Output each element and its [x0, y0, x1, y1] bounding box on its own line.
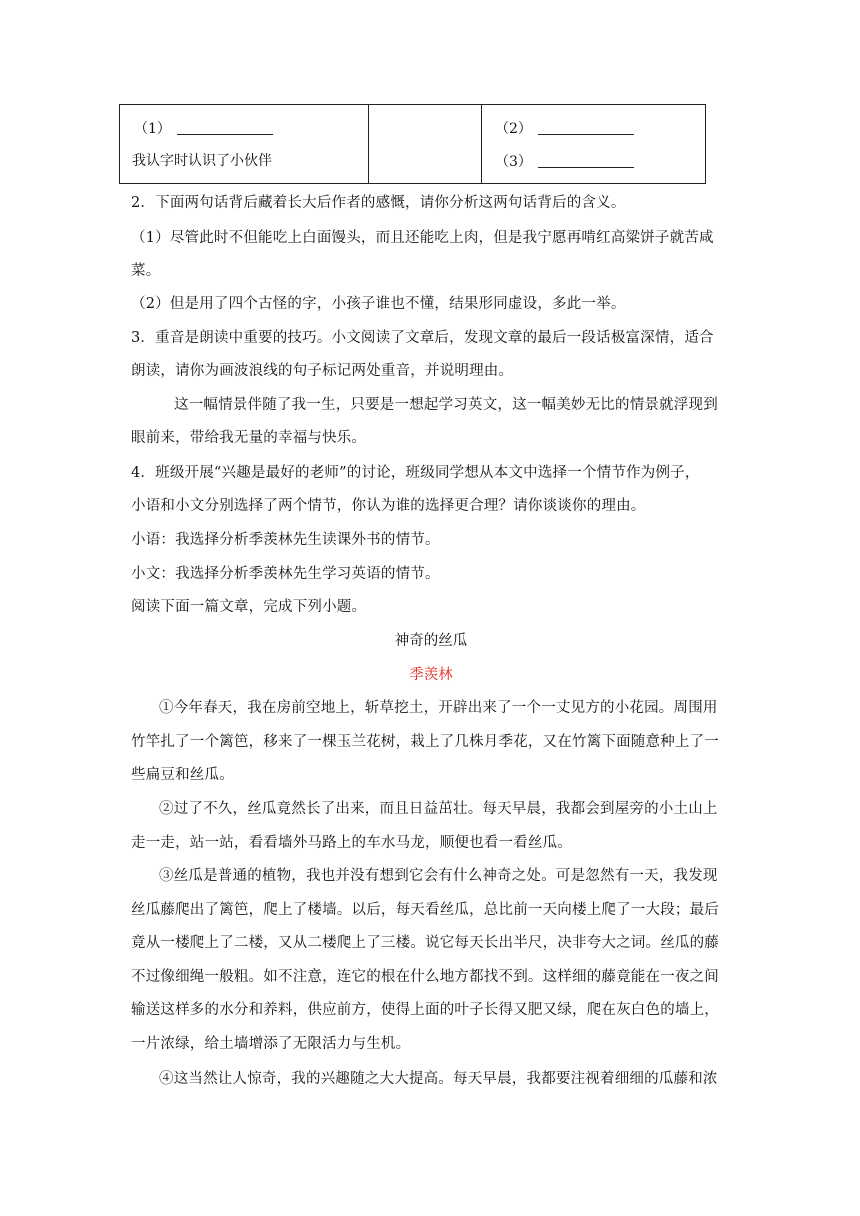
q3-line-1: 3．重音是朗读中重要的技巧。小文阅读了文章后，发现文章的最后一段话极富深情，适合 [131, 330, 714, 346]
table-divider [481, 105, 482, 183]
article-line: 竹竿扎了一个篱笆，移来了一棵玉兰花树，栽上了几株月季花，又在竹篱下面随意种上了一 [131, 733, 719, 750]
article-line: 走一走，站一站，看看墙外马路上的车水马龙，顺便也看一看丝瓜。 [131, 834, 572, 851]
article-author: 季羡林 [409, 667, 453, 683]
article-line: 些扁豆和丝瓜。 [131, 767, 234, 784]
article-line: ③丝瓜是普通的植物，我也并没有想到它会有什么神奇之处。可是忽然有一天，我发现 [159, 868, 718, 884]
item-2-label: （2） [495, 121, 532, 137]
article-line: ④这当然让人惊奇，我的兴趣随之大大提高。每天早晨，我都要注视着细细的瓜藤和浓 [159, 1071, 718, 1087]
table-item-1 [134, 120, 273, 138]
answer-blank-2[interactable] [538, 120, 634, 135]
answer-blank-3[interactable] [538, 153, 634, 168]
article-line: ②过了不久，丝瓜竟然长了出来，而且日益茁壮。每天早晨，我都会到屋旁的小土山上 [159, 801, 718, 817]
article-line: 丝瓜藤爬出了篱笆，爬上了楼墙。以后，每天看丝瓜，总比前一天向楼上爬了一大段；最后 [131, 901, 719, 918]
q2-stem: 2．下面两句话背后藏着长大后作者的感慨，请你分析这两句话背后的含义。 [131, 195, 626, 211]
answer-table [119, 104, 706, 184]
q3-quote-line-1: 这一幅情景伴随了我一生，只要是一想起学习英文，这一幅美妙无比的情景就浮现到 [174, 397, 718, 413]
article-line: 不过像细绳一般粗。如不注意，连它的根在什么地方都找不到。这样细的藤竟能在一夜之间 [131, 968, 719, 985]
table-divider [368, 105, 369, 183]
reading-intro: 阅读下面一篇文章，完成下列小题。 [131, 599, 367, 615]
table-item-3 [495, 153, 634, 171]
article-line: 竟从一楼爬上了二楼，又从二楼爬上了三楼。说它每天长出半尺，决非夸大之词。丝瓜的藤 [131, 935, 719, 952]
q2-item-1-line-1: （1）尽管此时不但能吃上白面馒头，而且还能吃上肉，但是我宁愿再啃红高粱饼子就苦咸 [131, 230, 714, 246]
q4-line-1: 4．班级开展“兴趣是最好的老师”的讨论，班级同学想从本文中选择一个情节作为例子， [131, 465, 700, 481]
article-line: 一片浓绿，给土墙增添了无限活力与生机。 [131, 1036, 411, 1052]
article-title: 神奇的丝瓜 [394, 633, 468, 649]
table-left-text: 我认字时认识了小伙伴 [132, 153, 272, 169]
q3-quote-line-2: 眼前来，带给我无量的幸福与快乐。 [131, 430, 367, 446]
q2-item-2: （2）但是用了四个古怪的字，小孩子谁也不懂，结果形同虚设，多此一举。 [131, 296, 626, 312]
q4-line-2: 小语和小文分别选择了两个情节，你认为谁的选择更合理？请你谈谈你的理由。 [131, 498, 646, 514]
q4-xiaowen: 小文：我选择分析季羡林先生学习英语的情节。 [131, 566, 440, 582]
table-item-2 [495, 120, 634, 138]
q2-item-1-line-2: 菜。 [131, 263, 161, 279]
article-line: ①今年春天，我在房前空地上，斩草挖土，开辟出来了一个一丈见方的小花园。周围用 [159, 700, 718, 716]
item-1-label: （1） [134, 121, 171, 137]
answer-blank-1[interactable] [177, 120, 273, 135]
article-line: 输送这样多的水分和养料，供应前方，使得上面的叶子长得又肥又绿，爬在灰白色的墙上， [131, 1002, 719, 1019]
q4-xiaoyu: 小语：我选择分析季羡林先生读课外书的情节。 [131, 532, 440, 548]
q3-line-2: 朗读，请你为画波浪线的句子标记两处重音，并说明理由。 [131, 363, 514, 379]
item-3-label: （3） [495, 154, 532, 170]
